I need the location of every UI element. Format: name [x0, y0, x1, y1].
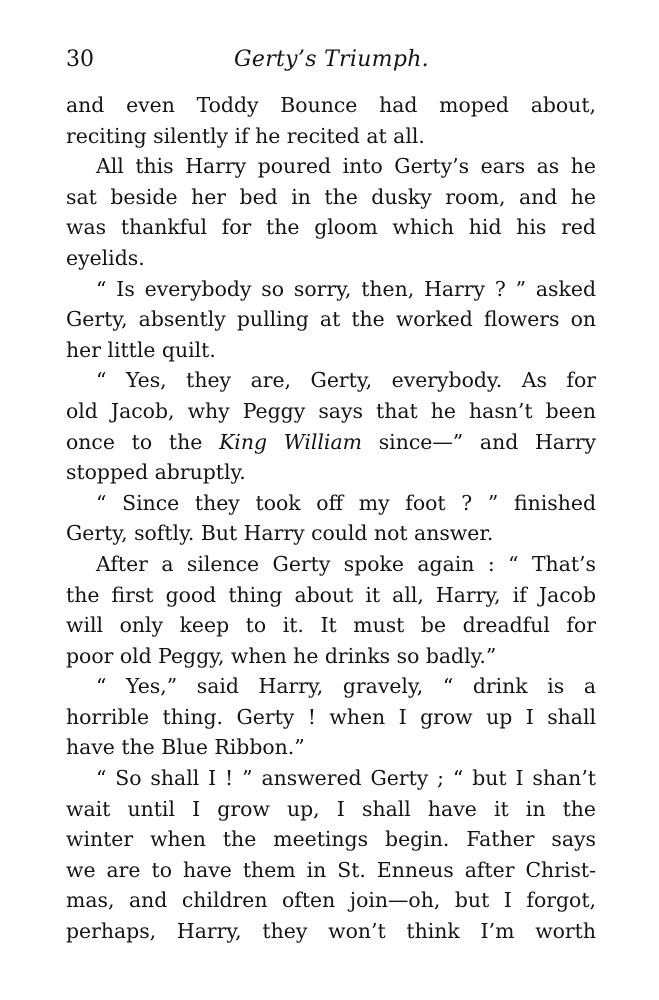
text-line: poor old Peggy, when he drinks so badly.”	[66, 643, 497, 668]
text-line: old Jacob, why Peggy says that he hasn’t been	[66, 398, 596, 423]
italic-title: King William	[219, 429, 362, 454]
text-line: the first good thing about it all, Harry, if Jacob	[66, 582, 596, 607]
text-line: “ Yes, they are, Gerty, everybody. As for	[96, 368, 596, 393]
text-line: perhaps, Harry, they won’t think I’m worth	[66, 919, 596, 944]
text-line: winter when the meetings begin. Father says	[66, 827, 596, 852]
text-line: was thankful for the gloom which hid his red	[66, 215, 596, 240]
text-line: “ Is everybody so sorry, then, Harry ? ” asked	[96, 276, 596, 301]
text-line: we are to have them in St. Enneus after Christ-	[66, 857, 596, 882]
text-line: wait until I grow up, I shall have it in the	[66, 796, 596, 821]
text-line: “ So shall I ! ” answered Gerty ; “ but I shan’t	[96, 766, 596, 791]
text-line: Gerty, softly. But Harry could not answer.	[66, 521, 494, 546]
text-segment: since—” and Harry	[361, 429, 596, 454]
text-line	[66, 427, 596, 458]
text-line: After a silence Gerty spoke again : “ That’s	[96, 551, 596, 576]
page-header	[66, 40, 597, 80]
text-line: sat beside her bed in the dusky room, and he	[66, 184, 596, 209]
text-line: “ Since they took off my foot ? ” finished	[96, 490, 596, 515]
page-number: 30	[66, 47, 94, 72]
text-line: eyelids.	[66, 245, 145, 270]
text-segment: once to the	[66, 429, 220, 454]
text-line: have the Blue Ribbon.”	[66, 735, 305, 760]
text-line: stopped abruptly.	[66, 460, 246, 485]
text-line: her little quilt.	[66, 337, 216, 362]
text-line: and even Toddy Bounce had moped about,	[66, 93, 596, 117]
text-line: Gerty, absently pulling at the worked flowers on	[66, 307, 596, 332]
text-line: “ Yes,” said Harry, gravely, “ drink is a	[96, 674, 596, 699]
text-line: reciting silently if he recited at all.	[66, 123, 425, 148]
body-text	[66, 90, 596, 947]
text-line: All this Harry poured into Gerty’s ears as he	[96, 154, 596, 179]
text-line: will only keep to it. It must be dreadful for	[66, 613, 596, 638]
running-title: Gerty’s Triumph.	[234, 47, 429, 72]
text-line: mas, and children often join—oh, but I forgot,	[66, 888, 596, 913]
text-line: horrible thing. Gerty ! when I grow up I shall	[66, 704, 596, 729]
